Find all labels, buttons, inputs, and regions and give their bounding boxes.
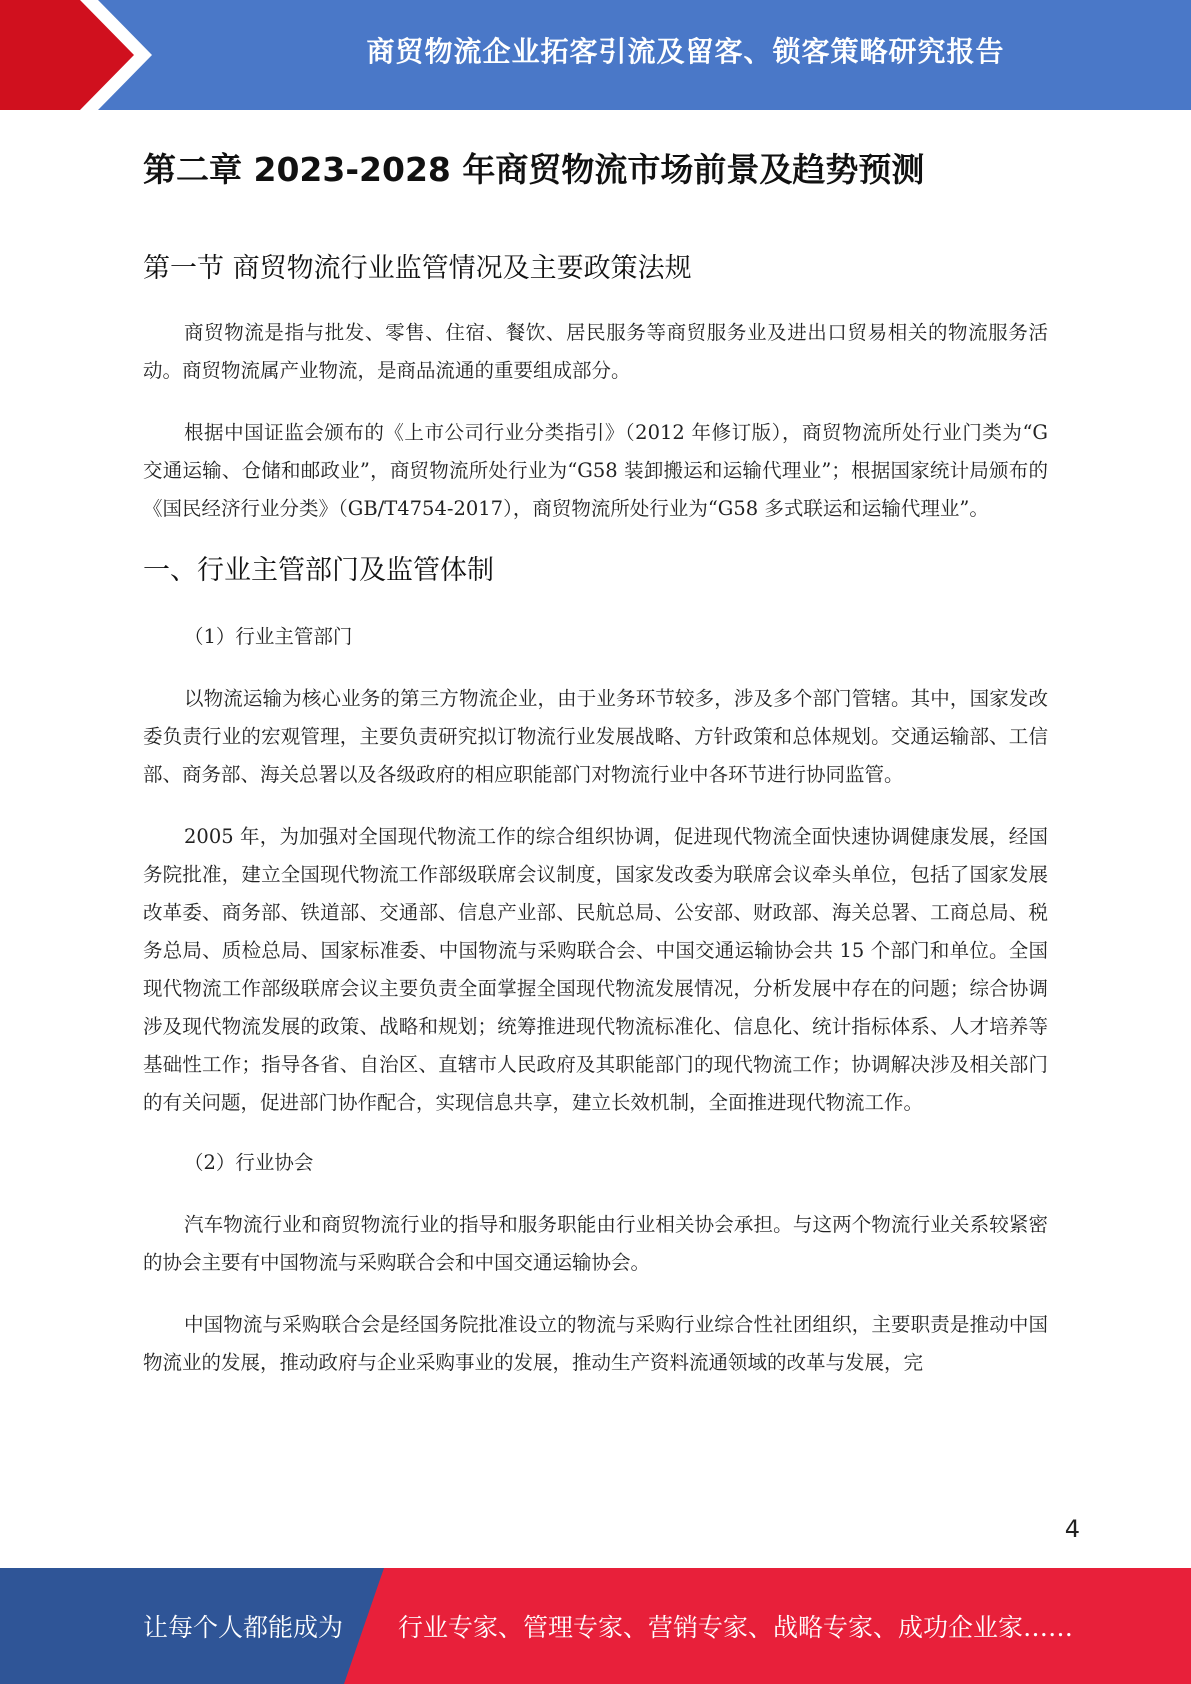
page-content [143,110,1048,1382]
paragraph: 以物流运输为核心业务的第三方物流企业，由于业务环节较多，涉及多个部门管辖。其中，国家发改委负责行业的宏观管理，主要负责研究拟订物流行业发展战略、方针政策和总体规划。交通运输部、工信部、商务部、海关总署以及各级政府的相应职能部门对物流行业中各环节进行协同监管。 [143,687,1048,786]
footer-slogan-right: 行业专家、管理专家、营销专家、战略专家、成功企业家…… [398,1613,1074,1642]
page-number: 4 [1064,1515,1080,1543]
subheading: （2）行业协会 [184,1151,314,1174]
footer-slogan-left: 让每个人都能成为 [143,1613,344,1642]
paragraph: 中国物流与采购联合会是经国务院批准设立的物流与采购行业综合性社团组织，主要职责是推动中国物流业的发展，推动政府与企业采购事业的发展，推动生产资料流通领域的改革与发展，完 [143,1313,1048,1374]
paragraph: 汽车物流行业和商贸物流行业的指导和服务职能由行业相关协会承担。与这两个物流行业关系较紧密的协会主要有中国物流与采购联合会和中国交通运输协会。 [143,1213,1048,1274]
paragraph: 根据中国证监会颁布的《上市公司行业分类指引》（2012 年修订版），商贸物流所处行业门类为“G 交通运输、仓储和邮政业”，商贸物流所处行业为“G58 装卸搬运和运输代理业”；根据国家统计局颁布的《国民经济行业分类》（GB/T4754-2017），商贸物流所处行业为“G58 多式联运和运输代理业”。 [143,421,1048,520]
page-header [0,0,1191,110]
paragraph: 商贸物流是指与批发、零售、住宿、餐饮、居民服务等商贸服务业及进出口贸易相关的物流服务活动。商贸物流属产业物流，是商品流通的重要组成部分。 [143,321,1048,382]
section-title: 第一节 商贸物流行业监管情况及主要政策法规 [143,253,692,284]
page-footer [0,1568,1191,1684]
paragraph: 2005 年，为加强对全国现代物流工作的综合组织协调，促进现代物流全面快速协调健康发展，经国务院批准，建立全国现代物流工作部级联席会议制度，国家发改委为联席会议牵头单位，包括了国家发展改革委、商务部、铁道部、交通部、信息产业部、民航总局、公安部、财政部、海关总署、工商总局、税务总局、质检总局、国家标准委、中国物流与采购联合会、中国交通运输协会共 15 个部门和单位。全国现代物流工作部级联席会议主要负责全面掌握全国现代物流发展情况，分析发展中存在的问题；综合协调涉及现代物流发展的政策、战略和规划；统筹推进现代物流标准化、信息化、统计指标体系、人才培养等基础性工作；指导各省、自治区、直辖市人民政府及其职能部门的现代物流工作；协调解决涉及相关部门的有关问题，促进部门协作配合，实现信息共享，建立长效机制，全面推进现代物流工作。 [143,825,1048,1114]
subheading: （1）行业主管部门 [184,625,353,648]
chapter-title: 第二章 2023-2028 年商贸物流市场前景及趋势预测 [143,150,925,189]
report-title: 商贸物流企业拓客引流及留客、锁客策略研究报告 [366,35,1005,68]
heading-level-1: 一、行业主管部门及监管体制 [143,555,494,586]
